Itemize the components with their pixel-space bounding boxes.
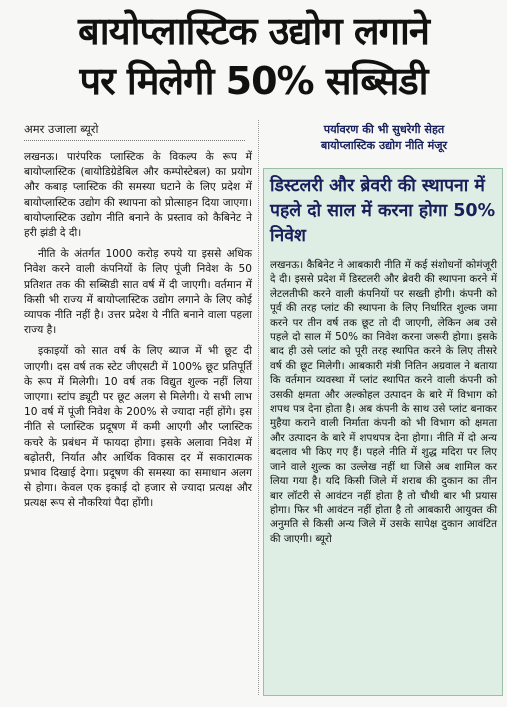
sidebar-box-body: लखनऊ। कैबिनेट ने आबकारी नीति में कई संशोधनों कोमंजूरी दे दी। इससे प्रदेश में डिस्टलरी और ब्रेवरी की स्थापना करने में लेटलतीफी करने वाली कंपनियों पर सख्ती होगी। कंपनी को पूर्व की तरह प्लांट की स्थापना के लिए निर्धारित शुल्क जमा करने पर तीन वर्ष तक छूट तो दी जाएगी, लेकिन अब उसे पहले दो साल में 50% का निवेश करना जरूरी होगा। इसके बाद ही उसे प्लांट को पूरी तरह स्थापित करने के लिए तीसरे वर्ष की छूट मिलेगी। आबकारी मंत्री नितिन अग्रवाल ने बताया कि वर्तमान व्यवस्था में प्लांट स्थापित करने वाली कंपनी को उसकी क्षमता और अल्कोहल उत्पादन के बारे में विभाग को शपथ पत्र देना होता है। अब कंपनी के साथ उसे प्लांट बनाकर मुहैया कराने वाली निर्माता कंपनी को भी विभाग को क्षमता और उत्पादन के बारे में शपथपत्र देना होगा। नीति में दो अन्य बदलाव भी किए गए हैं। पहले नीति में शुद्ध मदिरा पर लिए जाने वाले शुल्क का उल्लेख नहीं था जिसे अब शामिल कर लिया गया है। यदि किसी जिले में शराब की दुकान का तीन बार लॉटरी से आवंटन नहीं होता है तो चौथी बार भी प्रयास होगा। फिर भी आवंटन नहीं होता है तो आबकारी आयुक्त की अनुमति से किसी अन्य जिले में उसके सापेक्ष दुकान आवंटित की जाएगी। ब्यूरो <box>270 259 497 545</box>
main-article-body <box>24 150 252 518</box>
article-paragraph-2: नीति के अंतर्गत 1000 करोड़ रुपये या इससे अधिक निवेश करने वाली कंपनियों के लिए पूंजी निवेश के 50 प्रतिशत तक की सब्सिडी सात वर्ष में दी जाएगी। वर्तमान में किसी भी राज्य में बायोप्लास्टिक उद्योग लगाने के लिए कोई व्यापक नीति नहीं है। उत्तर प्रदेश ये नीति बनाने वाला पहला राज्य है। <box>24 248 252 337</box>
side-subheading-line-2: बायोप्लास्टिक उद्योग नीति मंजूर <box>320 139 448 152</box>
headline-line-2: पर मिलेगी 50% सब्सिडी <box>79 59 428 103</box>
side-subheading <box>266 122 502 154</box>
column-divider <box>258 120 259 695</box>
article-paragraph-1: लखनऊ। पारंपरिक प्लास्टिक के विकल्प के रूप में बायोप्लास्टिक (बायोडिग्रेडेबिल और कम्पोस्टेबल) का प्रयोग और कबाड़ प्लास्टिक की समस्या घटाने के लिए प्रदेश में बायोप्लास्टिक उद्योग की स्थापना को प्रोत्साहन दिया जाएगा। बायोप्लास्टिक उद्योग नीति बनाने के प्रस्ताव को कैबिनेट ने हरी झंडी दे दी। <box>24 151 252 240</box>
byline: अमर उजाला ब्यूरो <box>24 122 99 136</box>
article-paragraph-3: इकाइयों को सात वर्ष के लिए ब्याज में भी छूट दी जाएगी। दस वर्ष तक स्टेट जीएसटी में 100% छूट प्रतिपूर्ति के रूप में मिलेगी। 10 वर्ष तक विद्युत शुल्क नहीं लिया जाएगा। स्टांप ड्यूटी पर छूट अलग से मिलेगी। ये सभी लाभ 10 वर्ष में पूंजी निवेश के 200% से ज्यादा नहीं होंगे। इस नीति से प्लास्टिक प्रदूषण में कमी आएगी और प्लास्टिक कचरे के प्रबंधन में फायदा होगा। इसके अलावा निवेश में बढ़ोतरी, निर्यात और आर्थिक विकास दर में सकारात्मक प्रभाव दिखाई देगा। प्रदूषण की समस्या का समाधान अलग से होगा। केवल एक इकाई दो हजार से ज्यादा प्रत्यक्ष और प्रत्यक्ष रूप से नौकरियां पैदा होंगी। <box>24 345 252 510</box>
byline-divider <box>24 140 245 141</box>
headline-line-1: बायोप्लास्टिक उद्योग लगाने <box>78 9 429 53</box>
side-subheading-line-1: पर्यावरण की भी सुधरेगी सेहत <box>323 123 445 136</box>
sidebar-box-title: डिस्टलरी और ब्रेवरी की स्थापना में पहले दो साल में करना होगा 50% निवेश <box>270 176 496 246</box>
